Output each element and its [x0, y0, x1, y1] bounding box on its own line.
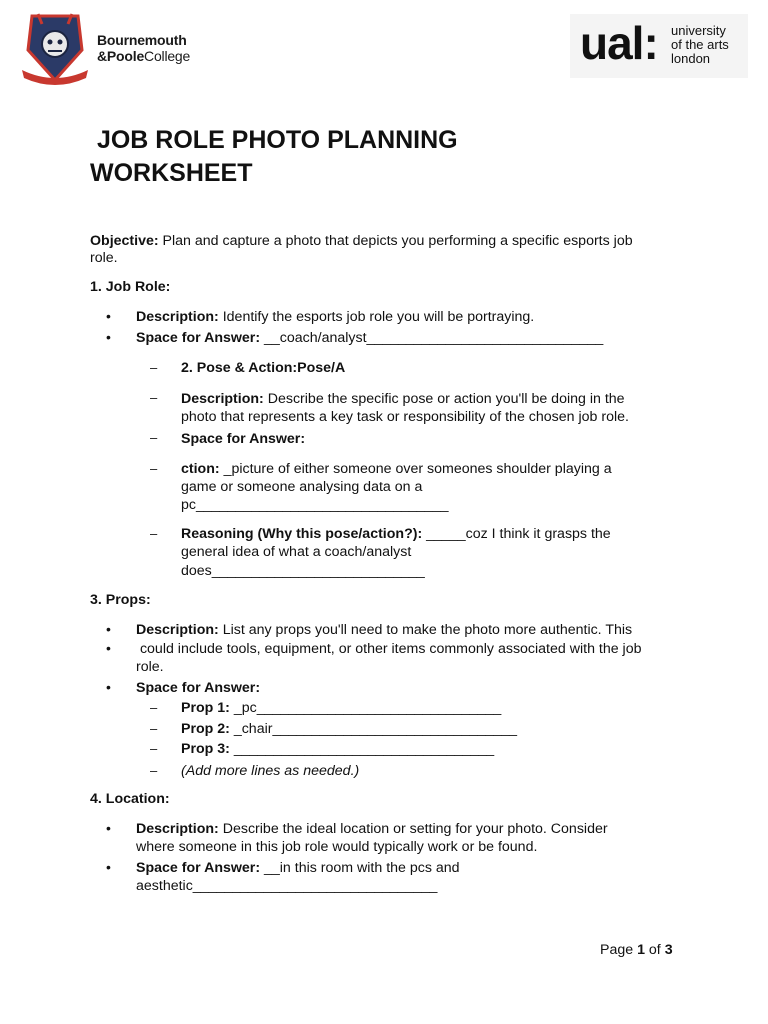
bullet-dot: •: [106, 679, 111, 695]
add-more-lines-note: (Add more lines as needed.): [181, 763, 360, 779]
section4-heading: 4. Location:: [90, 791, 170, 807]
section3-description-line2: could include tools, equipment, or other items commonly associated with the job: [136, 641, 642, 657]
prop-2: Prop 2: _chair_______________________________: [181, 721, 518, 737]
bullet-dot: •: [106, 640, 111, 656]
section4-answer-line1: Space for Answer: __in this room with the pcs and: [136, 860, 460, 876]
section1-description: Description: Identify the esports job role you will be portraying.: [136, 309, 535, 325]
ual-logo: [570, 14, 748, 78]
dash-marker: –: [150, 360, 158, 375]
page-number: Page 1 of 3: [600, 942, 673, 958]
ual-line3: london: [671, 51, 711, 66]
section1-answer: Space for Answer: __coach/analyst______________________________: [136, 330, 604, 346]
bullet-dot: •: [106, 308, 111, 324]
dash-marker: –: [150, 741, 158, 756]
dash-marker: –: [150, 721, 158, 736]
section3-description-line3: role.: [136, 659, 164, 675]
dash-marker: –: [150, 461, 158, 476]
title-line1: JOB ROLE PHOTO PLANNING: [90, 126, 458, 154]
section2-description-line2: photo that represents a key task or responsibility of the chosen job role.: [181, 409, 629, 425]
dash-marker: –: [150, 763, 158, 778]
section2-reasoning-line3: does___________________________: [181, 563, 425, 579]
college-name-line2: &PooleCollege: [97, 48, 191, 64]
section3-description-line1: Description: List any props you'll need to make the photo more authentic. This: [136, 622, 633, 638]
section4-answer-line2: aesthetic_______________________________: [136, 878, 438, 894]
section4-description-line2: where someone in this job role would typically work or be found.: [136, 839, 538, 855]
page-title: [90, 124, 458, 190]
objective-line2: role.: [90, 250, 118, 266]
dash-marker: –: [150, 526, 158, 541]
bullet-dot: •: [106, 859, 111, 875]
prop-1: Prop 1: _pc_______________________________: [181, 700, 502, 716]
section2-action-line1: ction: _picture of either someone over someones shoulder playing a: [181, 461, 612, 477]
bullet-dot: •: [106, 820, 111, 836]
dash-marker: –: [150, 430, 158, 445]
college-name-line1: Bournemouth: [97, 32, 187, 48]
section4-description-line1: Description: Describe the ideal location or setting for your photo. Consider: [136, 821, 608, 837]
section2-heading: 2. Pose & Action:Pose/A: [181, 360, 346, 376]
ual-line1: university: [671, 23, 726, 38]
dash-marker: –: [150, 390, 158, 405]
objective-line1: Objective: Plan and capture a photo that depicts you performing a specific esports job: [90, 233, 633, 249]
title-line2: WORKSHEET: [90, 159, 253, 187]
section2-reasoning-line1: Reasoning (Why this pose/action?): _____coz I think it grasps the: [181, 526, 611, 542]
section2-reasoning-line2: general idea of what a coach/analyst: [181, 544, 412, 560]
section3-answer-label: Space for Answer:: [136, 680, 261, 696]
section2-description-line1: Description: Describe the specific pose or action you'll be doing in the: [181, 391, 625, 407]
ual-line2: of the arts: [671, 37, 729, 52]
section2-action-line2: game or someone analysing data on a: [181, 479, 423, 495]
bullet-dot: •: [106, 329, 111, 345]
dash-marker: –: [150, 700, 158, 715]
college-crest-logo: [20, 10, 90, 86]
prop-3: Prop 3: _________________________________: [181, 741, 495, 757]
bullet-dot: •: [106, 621, 111, 637]
section3-heading: 3. Props:: [90, 592, 151, 608]
ual-mark: ual:: [580, 17, 658, 69]
section1-heading: 1. Job Role:: [90, 279, 171, 295]
section2-action-line3: pc________________________________: [181, 497, 449, 513]
section2-answer-label: Space for Answer:: [181, 431, 306, 447]
